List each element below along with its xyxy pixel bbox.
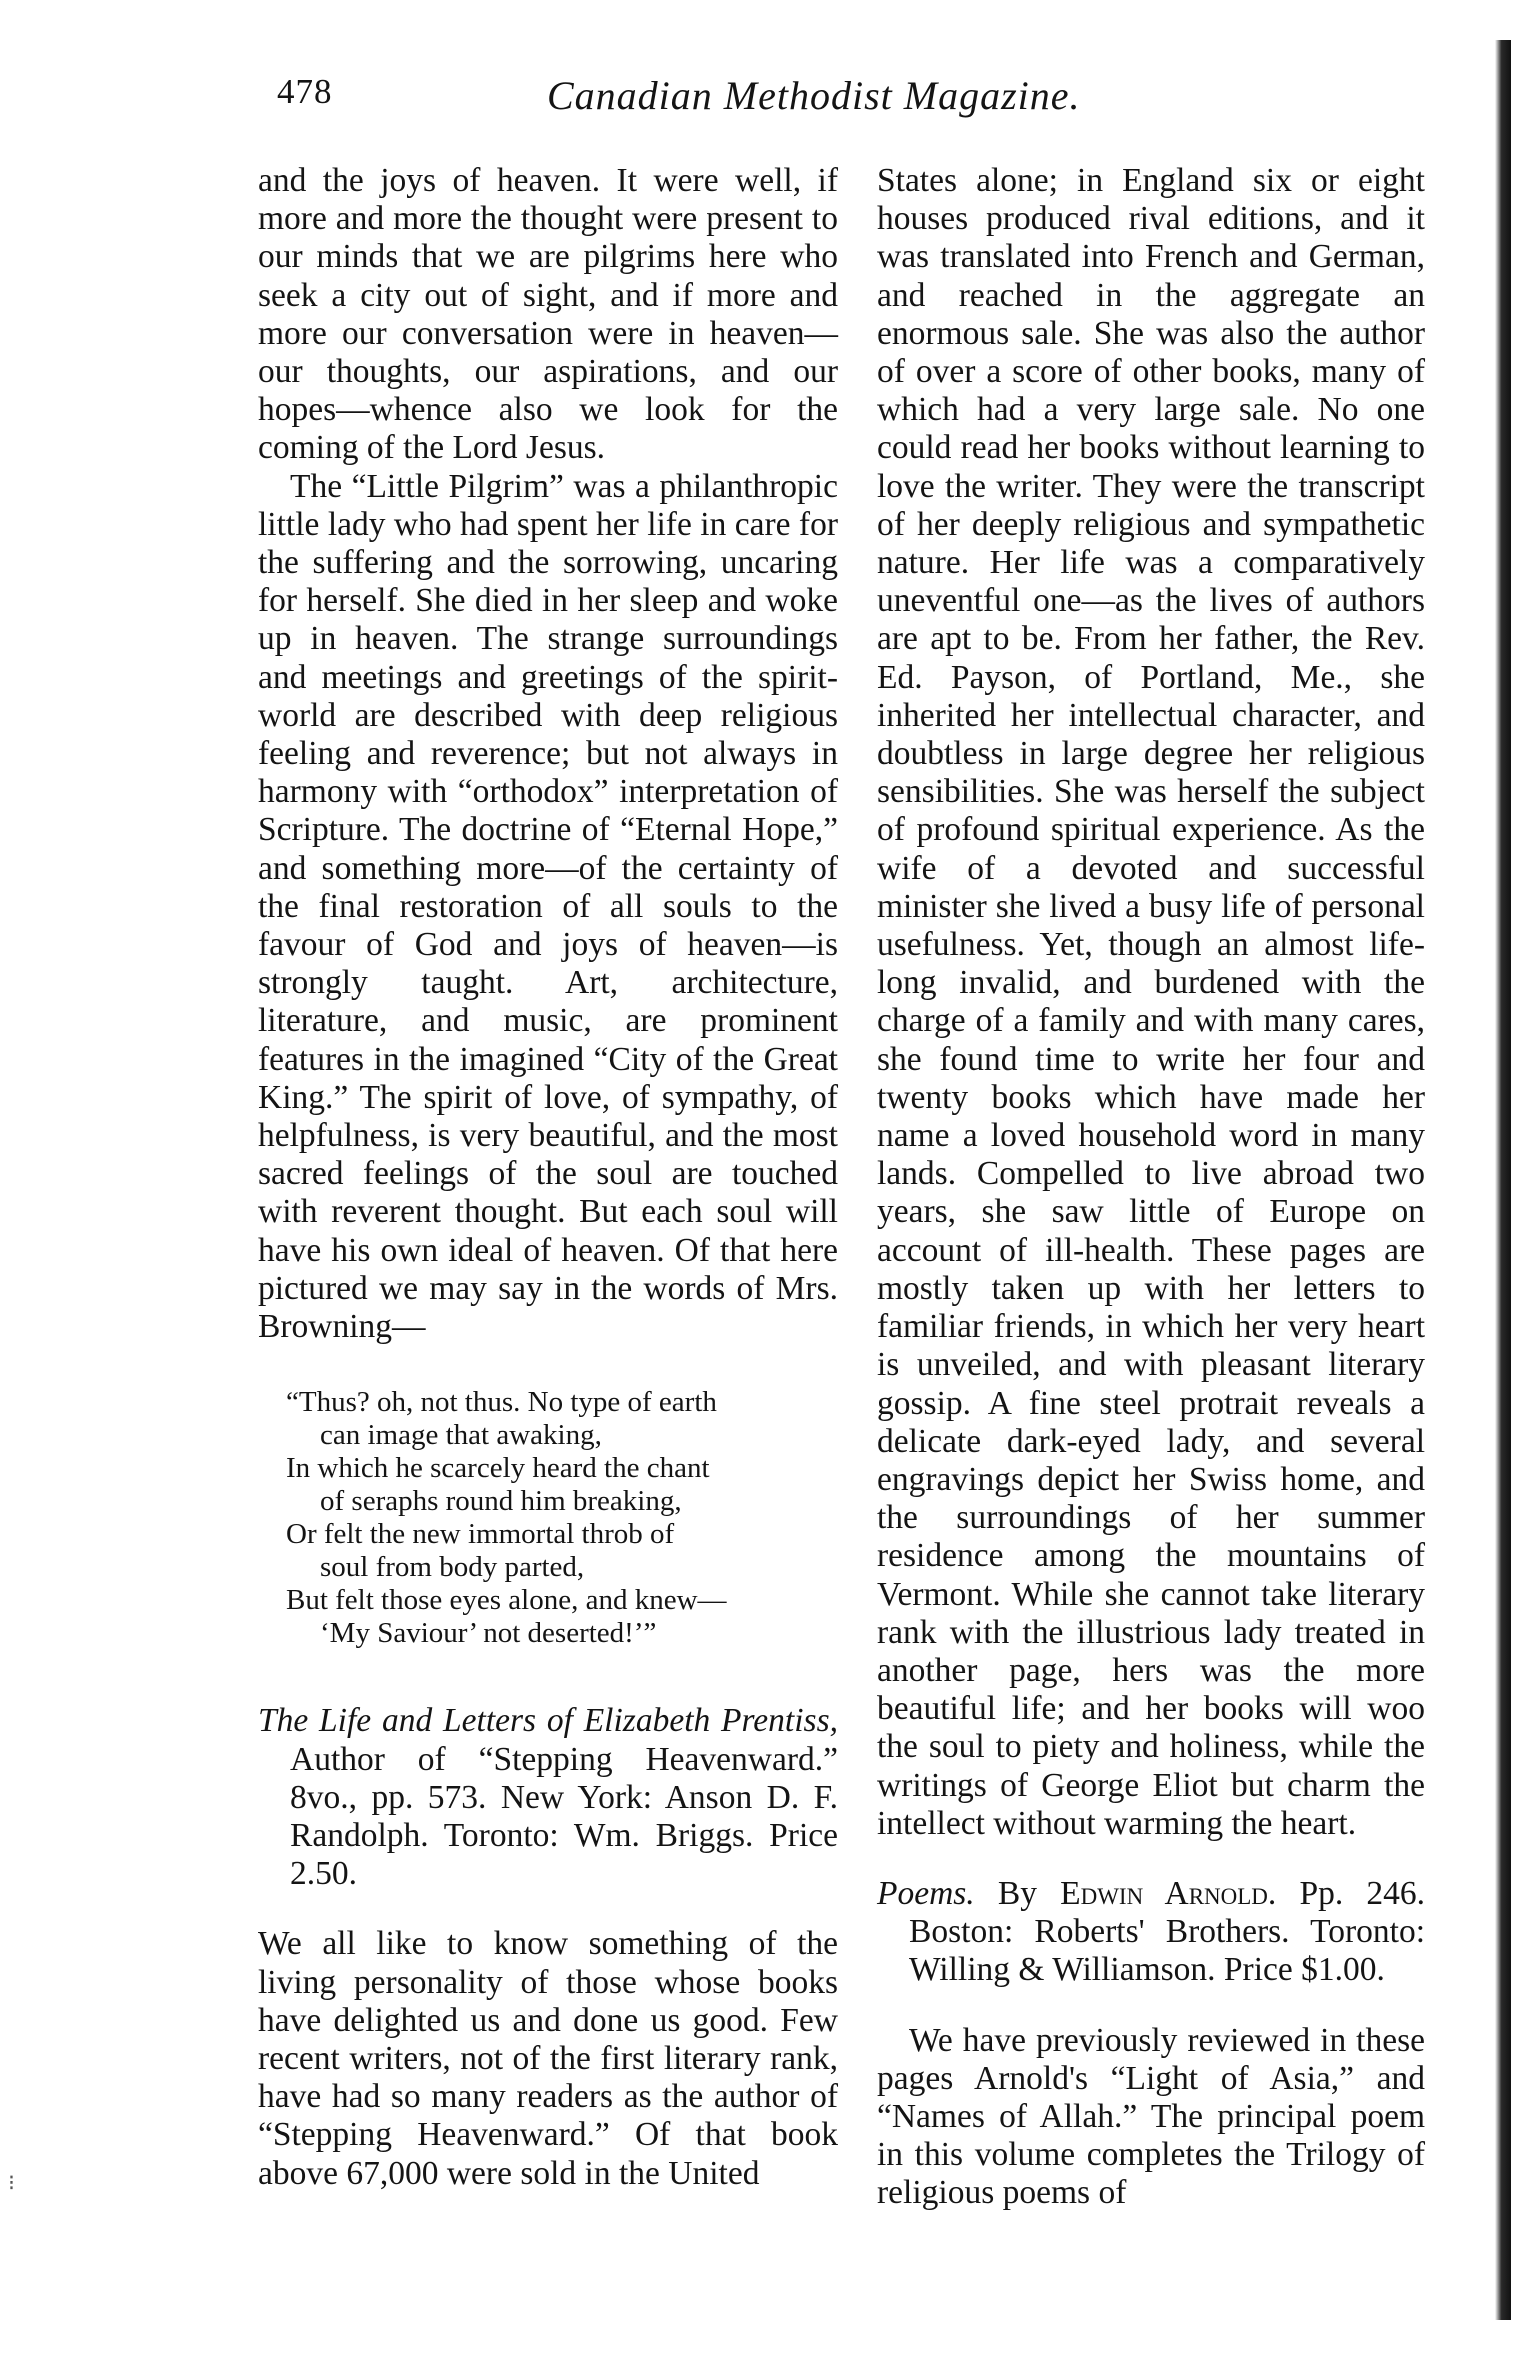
right-column <box>877 162 1425 2213</box>
left-paragraph-3: We all like to know something of the living personality of those whose books have delighted us and done us good. Few recent writers, not of the first literary rank, have had so many readers as the author of “Stepping Heavenward.” Of that book above 67,000 were sold in the United <box>258 1925 838 2192</box>
poem-line-6: soul from body parted, <box>320 1551 585 1584</box>
page-header <box>277 72 1407 128</box>
poem-line-2: can image that awaking, <box>320 1419 602 1452</box>
review-author-arnold: Edwin Arnold. <box>1060 1874 1277 1912</box>
spacer <box>877 1843 1425 1875</box>
poem-line-3: In which he scarcely heard the chant <box>286 1452 710 1485</box>
review-heading-prentiss <box>258 1702 838 1893</box>
left-paragraph-2: The “Little Pilgrim” was a philanthropic little lady who had spent her life in care for the suffering and the sorrowing, uncaring for herself. She died in her sleep and woke up in heaven. The strange surroundings and meetings and greetings of the spirit-world are described with deep religious feeling and reverence; but not always in harmony with “orthodox” interpretation of Scripture. The doctrine of “Eternal Hope,” and something more—of the certainty of the final restoration of all souls to the favour of God and joys of heaven—is strongly taught. Art, architecture, literature, and music, are prominent features in the imagined “City of the Great King.” The spirit of love, of sympathy, of helpfulness, is very beautiful, and the most sacred feelings of the soul are touched with reverent thought. But each soul will have his own ideal of heaven. Of that here pictured we may say in the words of Mrs. Browning— <box>258 467 838 1346</box>
poem-line-5: Or felt the new immortal throb of <box>286 1518 675 1551</box>
right-paragraph-2: We have previously reviewed in these pages Arnold's “Light of Asia,” and “Names of Allah.” The principal poem in this volume completes the Trilogy of religious poems of <box>877 2021 1425 2212</box>
right-paragraph-1: States alone; in England six or eight houses produced rival editions, and it was translated into French and German, and reached in the aggregate an enormous sale. She was also the author of over a score of other books, many of which had a very large sale. No one could read her books without learning to love the writer. They were the transcript of her deeply religious and sympathetic nature. Her life was a comparatively uneventful one—as the lives of authors are apt to be. From her father, the Rev. Ed. Payson, of Portland, Me., she inherited her intellectual character, and doubtless in large degree her religious sensibilities. She was herself the subject of profound spiritual experience. As the wife of a devoted and successful minister she lived a busy life of personal usefulness. Yet, though an almost life-long invalid, and burdened with the charge of a family and with many cares, she found time to write her four and twenty books which have made her name a loved household word in many lands. Compelled to live abroad two years, she saw little of Europe on account of ill-health. These pages are mostly taken up with her letters to familiar friends, in which her very heart is unveiled, and with pleasant literary gossip. A fine steel protrait reveals a delicate dark-eyed lady, and several engravings depict her Swiss home, and the surroundings of her summer residence among the mountains of Vermont. While she cannot take literary rank with the illustrious lady treated in another page, hers was the more beautiful life; and her books will woo the soul to piety and holiness, while the writings of George Eliot but charm the intellect without warming the heart. <box>877 162 1425 1842</box>
poem-line-7: But felt those eyes alone, and knew— <box>286 1584 727 1617</box>
poem-line-1: “Thus? oh, not thus. No type of earth <box>286 1386 717 1419</box>
poem-line-8: ‘My Saviour’ not deserted!’” <box>320 1617 657 1650</box>
page-number: 478 <box>277 72 333 111</box>
review-title-prentiss: The Life and Letters of Elizabeth Prentiss, <box>258 1702 838 1740</box>
review-by: By <box>997 1874 1037 1912</box>
poem-line-4: of seraphs round him breaking, <box>320 1485 682 1518</box>
running-title: Canadian Methodist Magazine. <box>547 73 1081 118</box>
spacer <box>258 1893 838 1925</box>
review-details-arnold: Pp. 246. Boston: Roberts' Brothers. Toronto: Willing & Williamson. Price $1.00. <box>909 1874 1426 1989</box>
margin-mark: ⁝ <box>8 2170 15 2195</box>
left-paragraph-1: and the joys of heaven. It were well, if more and more the thought were present to our minds that we are pilgrims here who seek a city out of sight, and if more and more our conversation were in heaven—our thoughts, our aspirations, and our hopes—whence also we look for the coming of the Lord Jesus. <box>258 162 838 467</box>
browning-quotation <box>258 1386 838 1650</box>
review-title-arnold: Poems. <box>877 1874 975 1912</box>
review-heading-arnold <box>877 1875 1425 1990</box>
spacer <box>877 1990 1425 2022</box>
review-details-prentiss: Author of “Stepping Heavenward.” 8vo., pp. 573. New York: Anson D. F. Randolph. Toronto: Wm. Briggs. Price 2.50. <box>290 1740 838 1893</box>
page-edge-shadow <box>1495 40 1511 2320</box>
left-column <box>258 162 838 2193</box>
